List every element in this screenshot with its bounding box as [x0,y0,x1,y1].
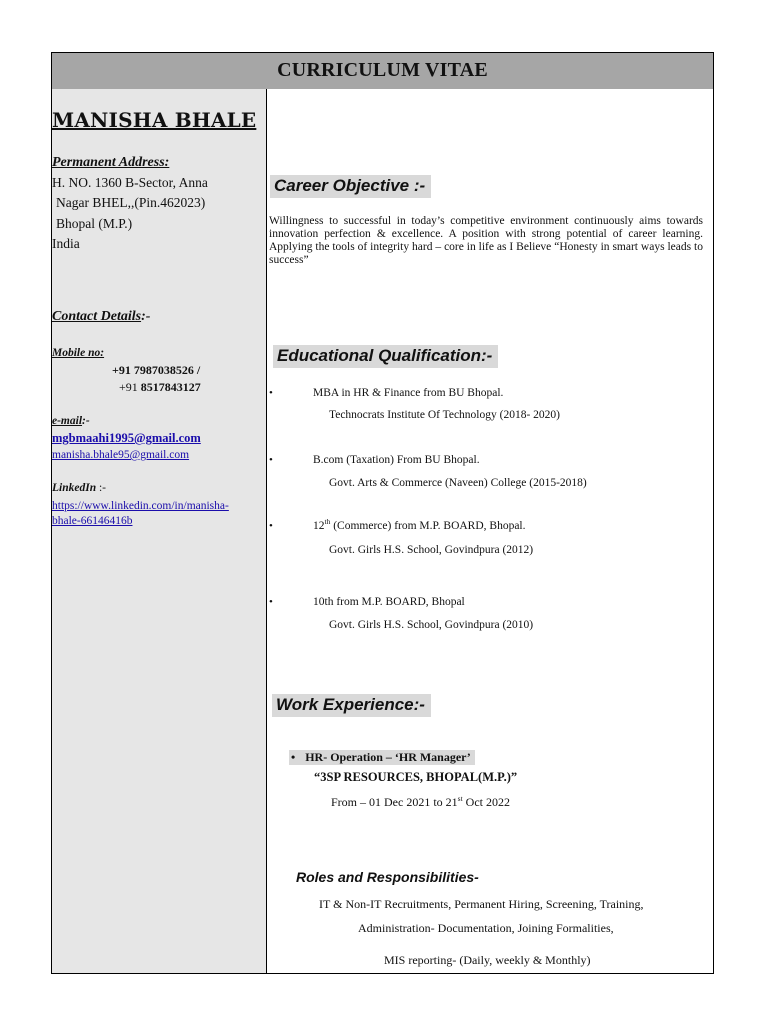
period-end: Oct 2022 [462,795,510,809]
edu-3-institute: Govt. Girls H.S. School, Govindpura (2012) [329,544,534,556]
edu-3-degree [313,517,526,532]
job-title: HR- Operation – ‘HR Manager’ [305,750,471,764]
bullet-icon: • [269,520,273,532]
mobile-digits: 8517843127 [140,380,201,394]
left-column [52,89,267,973]
cv-title: CURRICULUM VITAE [277,59,488,81]
cv-title-bar [52,53,713,90]
roles-line-3: MIS reporting- (Daily, weekly & Monthly) [384,953,591,967]
linkedin-url-line-1[interactable]: https://www.linkedin.com/in/manisha- [52,500,229,512]
bullet-icon: • [291,750,296,764]
email-link-secondary[interactable]: manisha.bhale95@gmail.com [52,449,190,461]
linkedin-url-line-2[interactable]: bhale-66146416b [52,515,133,527]
mobile-number-2 [119,380,201,395]
linkedin-label: LinkedIn [52,482,97,494]
bullet-icon: • [269,454,273,466]
cv-frame [51,52,714,974]
email-label: e-mail [52,415,83,427]
email-heading [52,415,90,427]
bullet-icon: • [269,596,273,608]
edu-4-degree: 10th from M.P. BOARD, Bhopal [313,596,465,608]
edu-3-rest: (Commerce) from M.P. BOARD, Bhopal. [330,520,526,532]
contact-label: Contact Details [52,309,142,324]
career-objective-text: Willingness to successful in today’s competitive environment continuously aims towards innovation perfection & excellence. A position with strong potential of career learning. Applying the tools of integrity hard – core in life as I Believe “Honesty in smart ways leads to success” [269,215,703,266]
right-column [267,89,713,973]
edu-3-number: 12 [313,520,325,532]
job-period [331,795,510,810]
period-superscript: st [457,794,463,803]
address-line-1: H. NO. 1360 B-Sector, Anna [52,175,208,190]
candidate-name: MANISHA BHALE [52,108,257,132]
address-line-4: India [52,236,80,251]
email-link-primary[interactable]: mgbmaahi1995@gmail.com [52,431,201,445]
education-heading: Educational Qualification:- [273,345,498,368]
edu-2-institute: Govt. Arts & Commerce (Naveen) College (2015-2018) [329,477,587,489]
address-label: Permanent Address: [52,155,170,170]
edu-2-degree: B.com (Taxation) From BU Bhopal. [313,454,480,466]
company-name: “3SP RESOURCES, BHOPAL(M.P.)” [314,770,518,784]
address-line-2: Nagar BHEL,,(Pin.462023) [56,195,206,210]
mobile-label: Mobile no: [52,347,105,359]
period-start: From – 01 Dec 2021 to 21 [331,795,458,809]
edu-4-institute: Govt. Girls H.S. School, Govindpura (2010) [329,619,534,631]
edu-1-institute: Technocrats Institute Of Technology (2018- 2020) [329,409,560,421]
bullet-icon: • [269,387,273,399]
email-suffix: :- [82,415,90,427]
address-line-3: Bhopal (M.P.) [56,216,133,231]
roles-line-1: IT & Non-IT Recruitments, Permanent Hiring, Screening, Training, [319,897,644,911]
mobile-prefix: +91 [119,380,138,394]
edu-3-superscript: th [324,517,331,527]
contact-heading [52,309,150,325]
mobile-number-1: +91 7987038526 / [112,363,201,377]
job-title-line [289,750,475,765]
roles-heading: Roles and Responsibilities- [296,869,479,885]
linkedin-heading [52,482,106,494]
career-objective-heading: Career Objective :- [270,175,431,198]
contact-suffix: :- [141,309,151,324]
linkedin-suffix: :- [96,482,106,494]
roles-line-2: Administration- Documentation, Joining Formalities, [358,921,614,935]
work-experience-heading: Work Experience:- [272,694,431,717]
edu-1-degree: MBA in HR & Finance from BU Bhopal. [313,387,504,399]
